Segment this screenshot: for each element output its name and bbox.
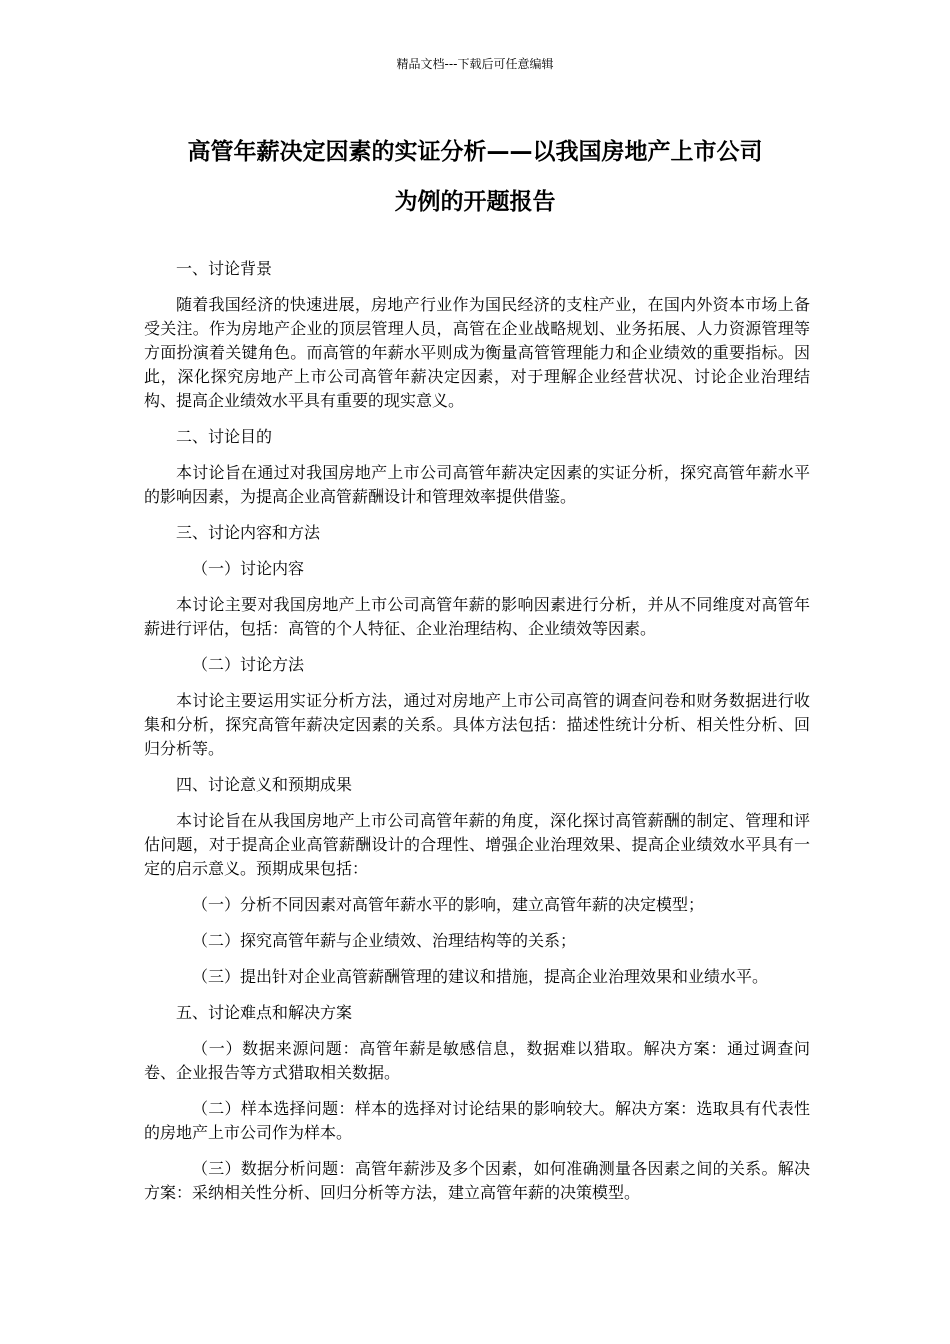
list-item: （三）提出针对企业高管薪酬管理的建议和措施，提高企业治理效果和业绩水平。 xyxy=(192,967,769,986)
paragraph: 本讨论旨在通过对我国房地产上市公司高管年薪决定因素的实证分析，探究高管年薪水平的影响因素，为提高企业高管薪酬设计和管理效率提供借鉴。 xyxy=(144,463,810,506)
list-item: （二）样本选择问题：样本的选择对讨论结果的影响较大。解决方案：选取具有代表性的房地产上市公司作为样本。 xyxy=(144,1099,810,1142)
page-header: 精品文档---下载后可任意编辑 xyxy=(396,57,554,71)
subsection-heading: （二）讨论方法 xyxy=(192,655,305,674)
section-heading: 四、讨论意义和预期成果 xyxy=(176,775,353,794)
subsection-heading: （一）讨论内容 xyxy=(192,559,305,578)
section-heading: 二、讨论目的 xyxy=(176,427,273,446)
section-heading: 一、讨论背景 xyxy=(176,259,273,278)
list-item: （一）分析不同因素对高管年薪水平的影响，建立高管年薪的决定模型； xyxy=(192,895,705,914)
paragraph: 本讨论主要运用实证分析方法，通过对房地产上市公司高管的调查问卷和财务数据进行收集和分析，探究高管年薪决定因素的关系。具体方法包括：描述性统计分析、相关性分析、回归分析等。 xyxy=(144,691,810,758)
section-heading: 五、讨论难点和解决方案 xyxy=(176,1003,353,1022)
list-item: （二）探究高管年薪与企业绩效、治理结构等的关系； xyxy=(192,931,577,950)
document-title-line2: 为例的开题报告 xyxy=(394,189,556,215)
paragraph: 本讨论主要对我国房地产上市公司高管年薪的影响因素进行分析，并从不同维度对高管年薪进行评估，包括：高管的个人特征、企业治理结构、企业绩效等因素。 xyxy=(144,595,810,638)
document-title-line1: 高管年薪决定因素的实证分析——以我国房地产上市公司 xyxy=(187,139,763,165)
list-item: （三）数据分析问题：高管年薪涉及多个因素，如何准确测量各因素之间的关系。解决方案：采纳相关性分析、回归分析等方法，建立高管年薪的决策模型。 xyxy=(144,1159,810,1202)
paragraph: 本讨论旨在从我国房地产上市公司高管年薪的角度，深化探讨高管薪酬的制定、管理和评估问题，对于提高企业高管薪酬设计的合理性、增强企业治理效果、提高企业绩效水平具有一定的启示意义。预期成果包括： xyxy=(144,811,810,878)
paragraph: 随着我国经济的快速进展，房地产行业作为国民经济的支柱产业，在国内外资本市场上备受关注。作为房地产企业的顶层管理人员，高管在企业战略规划、业务拓展、人力资源管理等方面扮演着关键角色。而高管的年薪水平则成为衡量高管管理能力和企业绩效的重要指标。因此，深化探究房地产上市公司高管年薪决定因素，对于理解企业经营状况、讨论企业治理结构、提高企业绩效水平具有重要的现实意义。 xyxy=(144,295,810,410)
list-item: （一）数据来源问题：高管年薪是敏感信息，数据难以猎取。解决方案：通过调查问卷、企业报告等方式猎取相关数据。 xyxy=(144,1039,810,1082)
document-body xyxy=(144,257,810,1217)
section-heading: 三、讨论内容和方法 xyxy=(176,523,321,542)
